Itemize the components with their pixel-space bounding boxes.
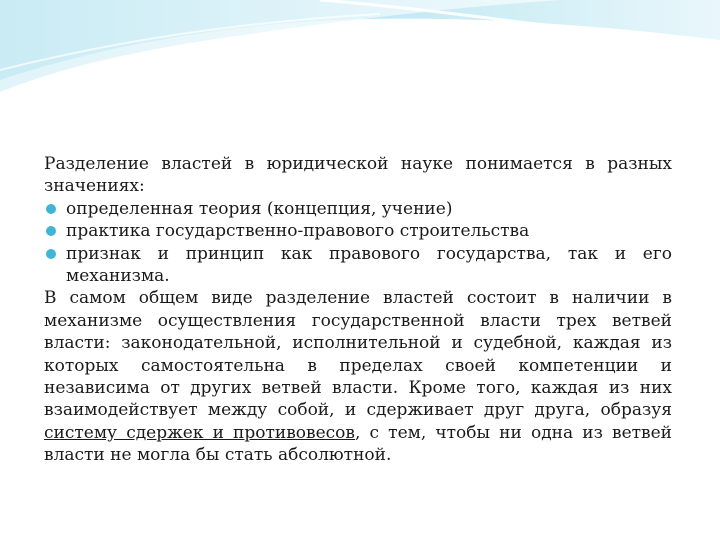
bullet-dot-icon <box>46 226 56 236</box>
list-item: определенная теория (концепция, учение) <box>44 198 672 220</box>
bullet-dot-icon <box>46 204 56 214</box>
bullet-dot-icon <box>46 249 56 259</box>
list-item: практика государственно-правового строительства <box>44 220 672 242</box>
list-item: признак и принцип как правового государства, так и его механизма. <box>44 243 672 288</box>
intro-text: Разделение властей в юридической науке понимается в разных значениях: <box>44 154 672 197</box>
main-paragraph: В самом общем виде разделение властей состоит в наличии в механизме осуществления государственной власти трех ветвей власти: законодательной, исполнительной и судебной, каждая из которых самостоятельна в пределах своей компетенции и независима от других ветвей власти. Кроме того, каждая из них взаимодействует между собой, и сдерживает друг друга, образуя систему сдержек и противовесов, с тем, чтобы ни одна из ветвей власти не могла бы стать абсолютной. <box>44 288 673 466</box>
checks-and-balances-link[interactable]: систему сдержек и противовесов <box>44 422 355 443</box>
header-swoosh-decoration <box>0 0 720 110</box>
bullet-list <box>44 198 672 288</box>
slide-body <box>44 153 672 467</box>
